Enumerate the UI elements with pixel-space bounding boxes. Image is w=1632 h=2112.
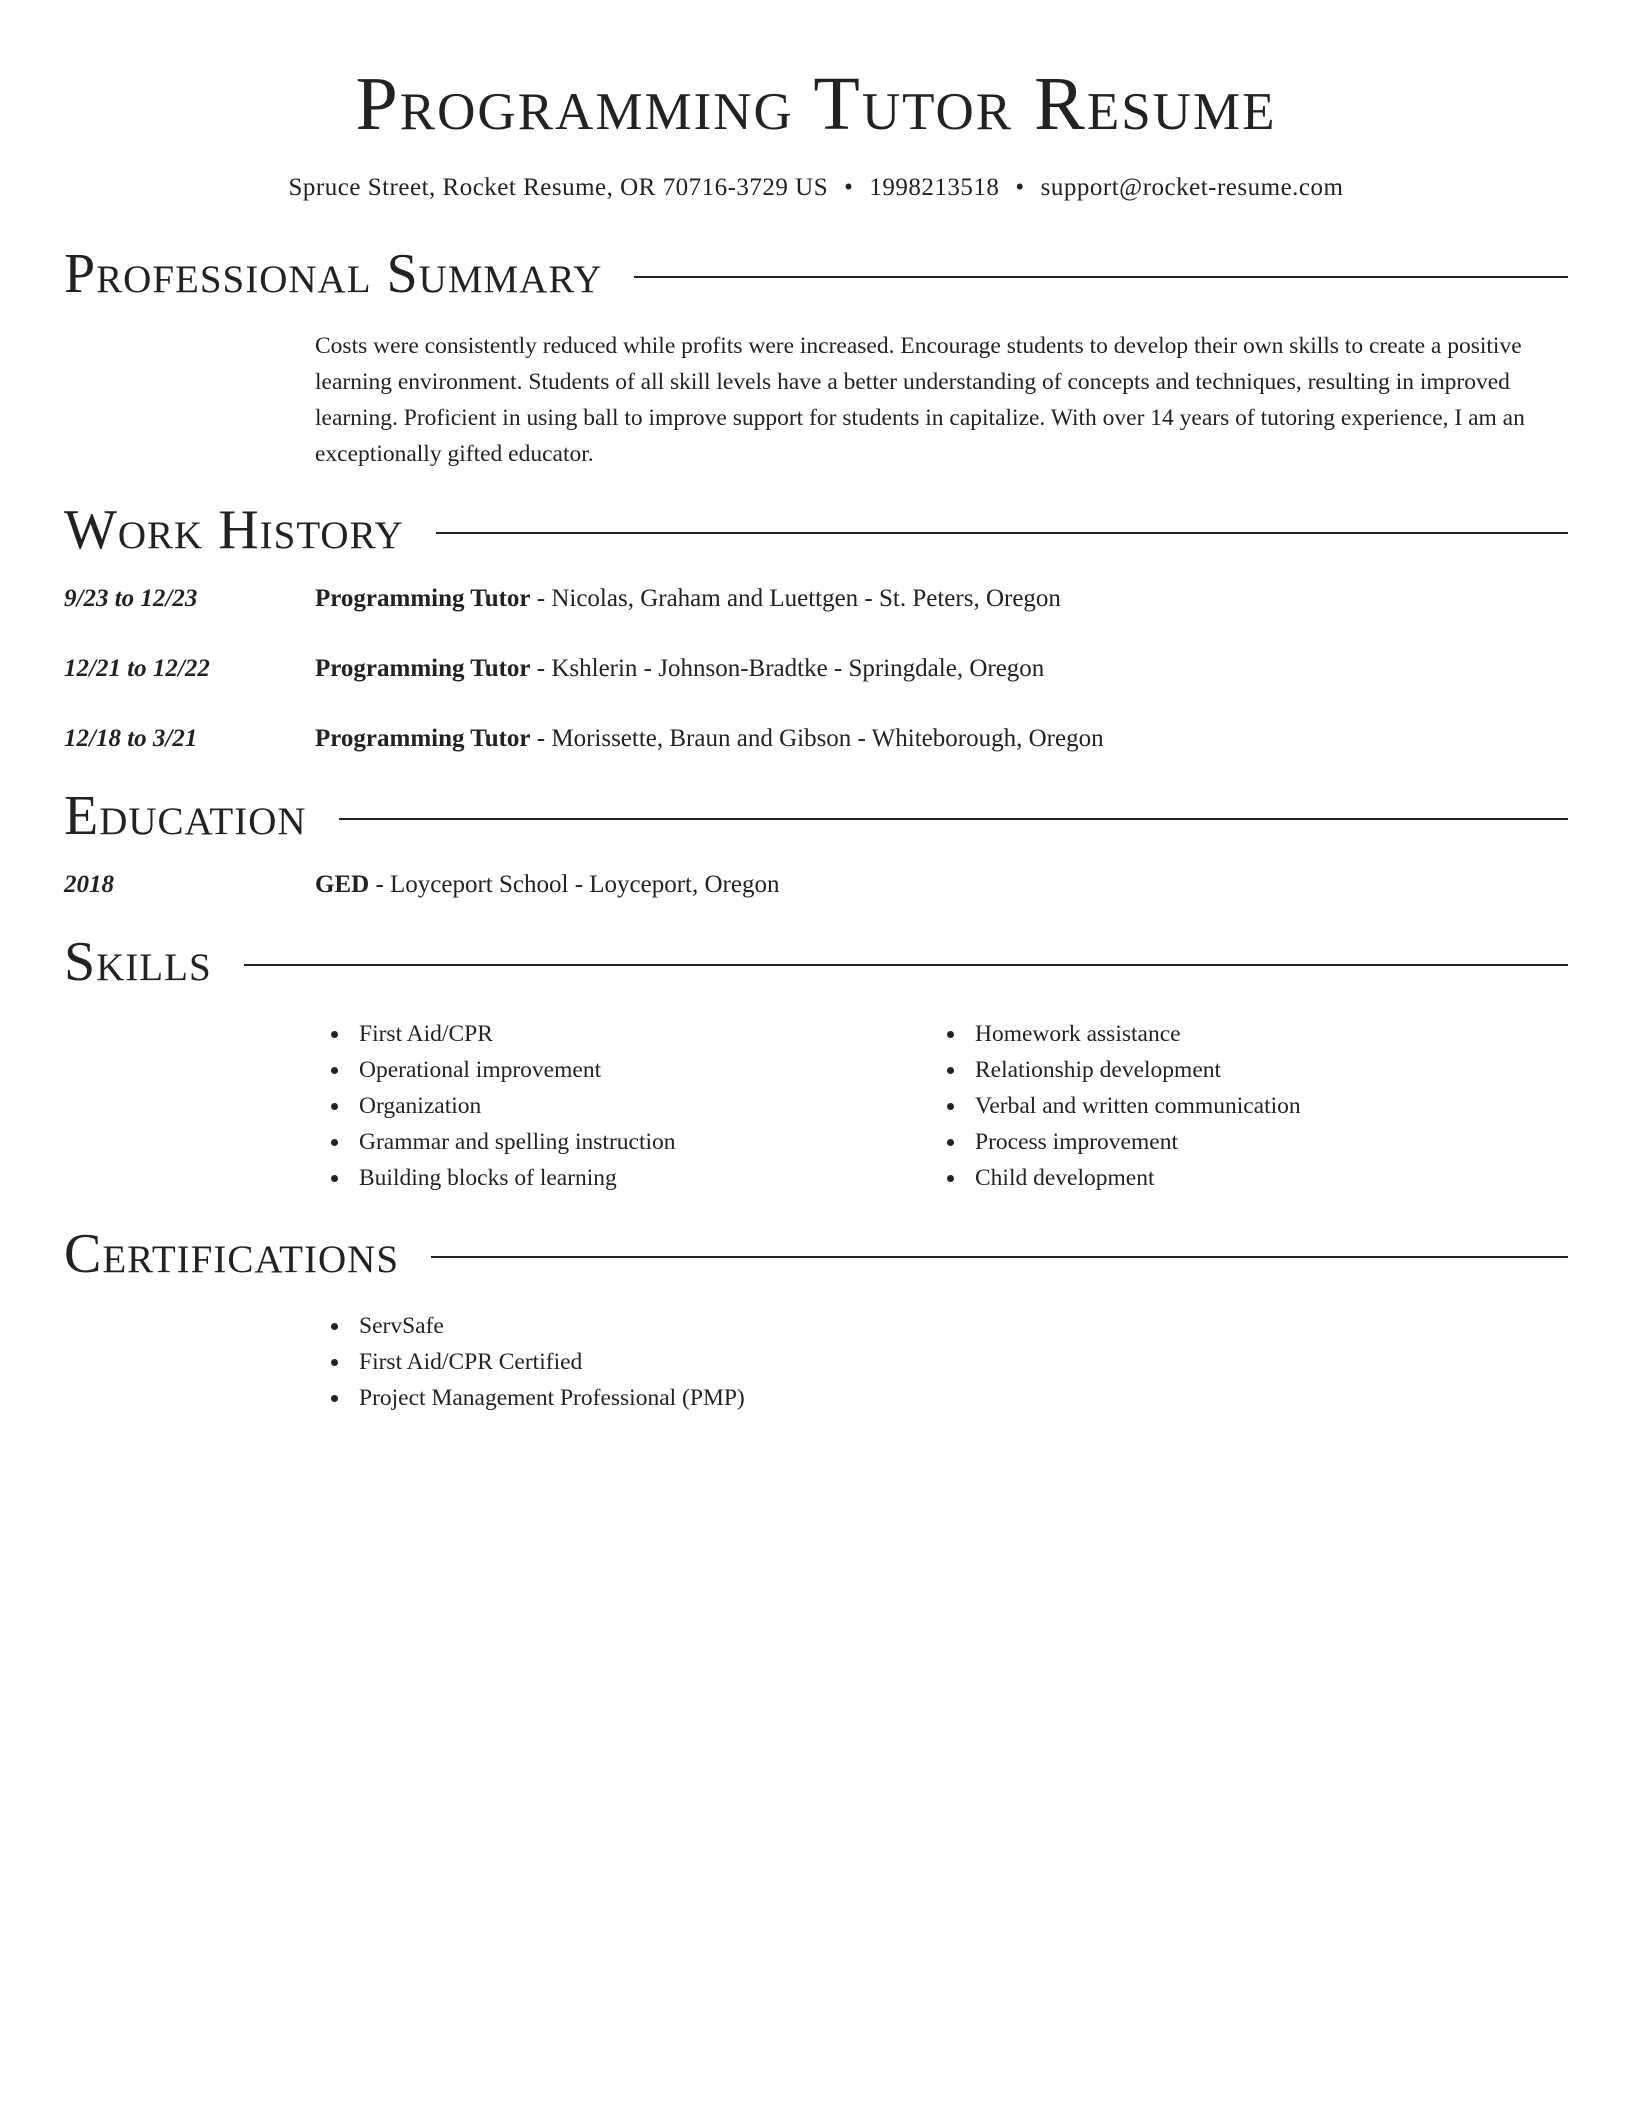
work-date: 12/21 to 12/22: [64, 655, 210, 682]
work-history-heading: Work History: [64, 499, 404, 561]
skills-list-right: [931, 1016, 1547, 1196]
work-history-item: [64, 722, 1568, 756]
resume-page: [64, 0, 1568, 1416]
work-history-list: [64, 582, 1568, 756]
education-heading: Education: [64, 785, 307, 847]
section-divider: [436, 532, 1568, 534]
work-detail: - Morissette, Braun and Gibson - Whiteborough, Oregon: [530, 725, 1104, 752]
certification-item: First Aid/CPR Certified: [315, 1344, 1568, 1380]
education-list: [64, 868, 1568, 902]
skill-item: Child development: [931, 1160, 1547, 1196]
skills-heading: Skills: [64, 931, 212, 993]
skills-grid: [315, 1016, 1568, 1196]
section-divider: [634, 276, 1568, 278]
certifications-list: [315, 1308, 1568, 1416]
summary-heading: Professional Summary: [64, 243, 603, 305]
skill-item: Process improvement: [931, 1124, 1547, 1160]
work-date: 12/18 to 3/21: [64, 725, 198, 752]
certifications-section-header: [64, 1222, 1568, 1286]
education-detail: - Loyceport School - Loyceport, Oregon: [369, 871, 780, 898]
work-detail: - Nicolas, Graham and Luettgen - St. Peters, Oregon: [530, 585, 1061, 612]
certification-item: ServSafe: [315, 1308, 1568, 1344]
skills-section-header: [64, 930, 1568, 994]
resume-title: Programming Tutor Resume: [355, 62, 1277, 146]
section-divider: [244, 964, 1568, 966]
work-role: Programming Tutor: [315, 585, 531, 612]
contact-phone: 1998213518: [869, 174, 1000, 201]
work-history-item: [64, 582, 1568, 616]
skills-list-left: [315, 1016, 931, 1196]
skill-item: Homework assistance: [931, 1016, 1547, 1052]
skill-item: Grammar and spelling instruction: [315, 1124, 931, 1160]
skill-item: Relationship development: [931, 1052, 1547, 1088]
education-section-header: [64, 784, 1568, 848]
work-history-item: [64, 652, 1568, 686]
education-item: [64, 868, 1568, 902]
work-role: Programming Tutor: [315, 655, 531, 682]
work-entry: [315, 582, 1061, 616]
certifications-list-wrapper: [315, 1308, 1568, 1416]
skills-column-right: [931, 1016, 1547, 1196]
skill-item: Verbal and written communication: [931, 1088, 1547, 1124]
education-date: 2018: [64, 871, 114, 898]
contact-email: support@rocket-resume.com: [1040, 174, 1344, 201]
contact-address: Spruce Street, Rocket Resume, OR 70716-3729 US: [288, 174, 829, 201]
summary-text: Costs were consistently reduced while profits were increased. Encourage students to develop their own skills to create a positive learning environment. Students of all skill levels have a better understanding of concepts and techniques, resulting in improved learning. Proficient in using ball to improve support for students in capitalize. With over 14 years of tutoring experience, I am an exceptionally gifted educator.: [315, 333, 1525, 467]
education-entry: [315, 868, 779, 902]
skill-item: Operational improvement: [315, 1052, 931, 1088]
education-degree: GED: [315, 871, 370, 898]
summary-section-header: [64, 242, 1568, 306]
work-entry: [315, 652, 1044, 686]
skill-item: First Aid/CPR: [315, 1016, 931, 1052]
skill-item: Organization: [315, 1088, 931, 1124]
contact-line: [64, 172, 1568, 204]
work-role: Programming Tutor: [315, 725, 531, 752]
section-divider: [339, 818, 1568, 820]
work-date: 9/23 to 12/23: [64, 585, 198, 612]
section-divider: [431, 1256, 1568, 1258]
skills-column-left: [315, 1016, 931, 1196]
contact-separator: •: [844, 174, 854, 201]
certifications-heading: Certifications: [64, 1223, 400, 1285]
skill-item: Building blocks of learning: [315, 1160, 931, 1196]
certification-item: Project Management Professional (PMP): [315, 1380, 1568, 1416]
contact-separator: •: [1015, 174, 1025, 201]
work-entry: [315, 722, 1104, 756]
work-history-section-header: [64, 498, 1568, 562]
work-detail: - Kshlerin - Johnson-Bradtke - Springdale, Oregon: [530, 655, 1045, 682]
